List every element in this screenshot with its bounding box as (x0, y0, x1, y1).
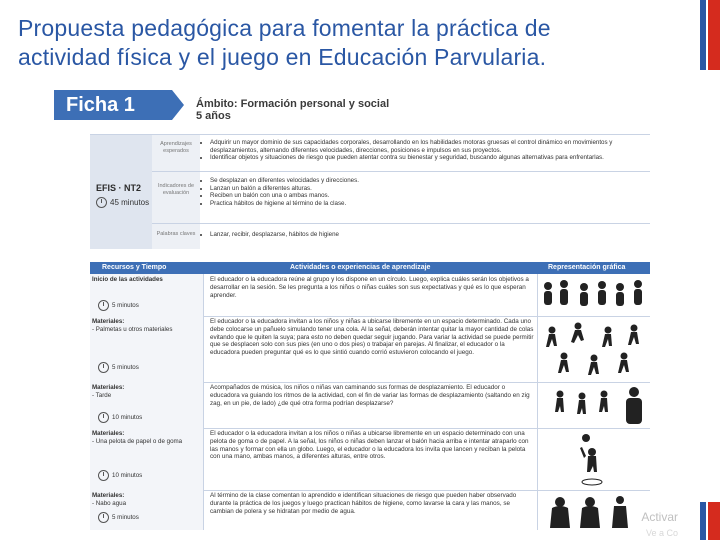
ficha-header (54, 88, 650, 124)
duration-label: 45 minutos (110, 198, 150, 207)
activity-text: Al término de la clase comentan lo aprendido e identifican situaciones de riesgo que pueden haber observado durante la práctica de los juegos y luego practican hábitos de higiene, como lavarse la cara y las manos, se cambian de polera y se hidratan por medio de agua. (210, 492, 517, 515)
row-duration: 5 minutos (112, 302, 139, 309)
list-item: • Lanzan un balón a diferentes alturas. (210, 185, 650, 193)
row-duration: 10 minutos (112, 472, 143, 479)
divider (152, 223, 650, 224)
group-circle-illustration (538, 274, 650, 316)
row-duration: 5 minutos (112, 514, 139, 521)
list-item: • Practica hábitos de higiene al término de la clase. (210, 200, 650, 208)
level-label: EFIS · NT2 (96, 183, 142, 193)
activity-text: El educador o la educadora invitan a los niños o niñas a ubicarse libremente en un espacio determinado con una pelota de goma o de papel. A la señal, los niños o niñas deben lanzar el balón hacia arriba e intentar atraparlo con las manos y formar con ella un globo. Luego, el educador o la educadora los invita que lancen y reciban la pelota con una mano, ambas manos, a diferentes alturas, entre otros. (210, 430, 529, 461)
row-resource-title: Inicio de las actividades (92, 276, 163, 283)
activity-text: Acompañados de música, los niños o niñas van caminando sus formas de desplazamiento. El educador o educadora va guiando los ritmos de la actividad, con el fin de variar las formas de desplazamiento (saltando en zig zag, en un pie, de lado) ¿de qué otra forma podrían desplazarse? (210, 384, 530, 407)
list-item: • Adquirir un mayor dominio de sus capacidades corporales, desarrollando en los habilidades motoras gruesas el control dinámico en movimientos y desplazamientos, alternando diferentes velocidades, direcciones, posiciones e impulsos en sus proyectos. (210, 139, 650, 154)
clock-icon (98, 412, 109, 423)
ficha-badge: Ficha 1 (54, 90, 172, 120)
table-row (90, 382, 650, 429)
row-resource-items: - Tarde (92, 391, 112, 399)
activation-watermark: Activar (641, 510, 678, 524)
table-row (90, 274, 650, 317)
activity-text: El educador o la educadora invitan a los niños y niñas a ubicarse libremente en un espacio determinado. Cada uno debe colocarse un pañuelo simulando tener una cola. Al la señal, deberán intentar quitar la mayor cantidad de colas evitando que le quiten la suya; para esto no deben quedar seguir jugando. Para variar la actividad se puede permitir que se desplacen solo con sus pies (en uno o dos pies) o trabajar en parejas. Al finalizar, el educador o la educadora pueden preguntar qué es lo que sintió cuando corrió estuvieron colocando el juego. (210, 318, 534, 357)
row-resource-title: Materiales: (92, 492, 125, 499)
row-resource-title: Materiales: (92, 318, 125, 325)
ambito-title: Ámbito: Formación personal y social (196, 98, 390, 110)
ficha-arrow-shape (172, 90, 184, 120)
flag-stripe-bottom (688, 502, 720, 540)
activation-watermark-sub: Ve a Co (645, 528, 678, 538)
table-row (90, 428, 650, 491)
row-resource-items: - Palmetas u otros materiales (92, 325, 173, 333)
activities-table (90, 262, 650, 530)
table-row (90, 316, 650, 383)
dancing-children-illustration (538, 382, 650, 428)
row-resource-items: - Una pelota de papel o de goma (92, 437, 183, 445)
header-recursos: Recursos y Tiempo (102, 264, 167, 271)
row-label-aprendizajes: Aprendizajes esperados (160, 141, 192, 154)
running-children-illustration (538, 316, 650, 382)
row-resource-title: Materiales: (92, 384, 125, 391)
row-labels-column (152, 135, 200, 249)
aprendizajes-text (202, 139, 650, 162)
header-actividades: Actividades o experiencias de aprendizaje (290, 264, 431, 271)
objectives-table (90, 134, 650, 249)
flag-stripe-top (688, 0, 720, 70)
row-duration: 5 minutos (112, 364, 139, 371)
level-panel (90, 135, 152, 249)
divider (152, 171, 650, 172)
row-label-indicadores: Indicadores de evaluación (157, 183, 195, 196)
activity-text: El educador o la educadora reúne al grupo y los dispone en un círculo. Luego, explica cuáles serán los objetivos a desarrollar en la sesión. Se les pregunta a los niños o niñas cuáles son sus expectativas y qué es lo que esperan aprender. (210, 276, 529, 299)
row-duration: 10 minutos (112, 414, 143, 421)
row-resource-items: - Nabo agua (92, 499, 127, 507)
list-item: • Reciben un balón con una o ambas manos. (210, 192, 650, 200)
slide-title-line-1: Propuesta pedagógica para fomentar la práctica de (18, 15, 551, 41)
ball-throwing-illustration (538, 428, 650, 490)
list-item: • Lanzar, recibir, desplazarse, hábitos de higiene (210, 231, 650, 239)
ambito-age: 5 años (196, 110, 231, 122)
clock-icon (98, 362, 109, 373)
clock-icon (98, 300, 109, 311)
slide-title (18, 14, 658, 72)
ficha-document (54, 88, 650, 540)
table-header-row (90, 262, 650, 274)
ambito-label (196, 98, 389, 122)
header-representacion: Representación gráfica (548, 264, 626, 271)
table-row (90, 490, 650, 530)
hygiene-illustration (538, 490, 650, 530)
clock-icon (98, 470, 109, 481)
indicadores-text (202, 177, 650, 207)
slide-title-line-2: actividad física y el juego en Educación Parvularia. (18, 44, 547, 70)
list-item: • Identificar objetos y situaciones de riesgo que pueden atentar contra su bienestar y seguridad, buscando algunas alternativas para enfrentarlas. (210, 154, 650, 162)
clock-icon (98, 512, 109, 523)
clock-icon (96, 197, 107, 208)
row-label-palabras: Palabras claves (156, 231, 196, 237)
list-item: • Se desplazan en diferentes velocidades y direcciones. (210, 177, 650, 185)
duration-row (96, 197, 149, 208)
palabras-text (202, 231, 650, 239)
row-resource-title: Materiales: (92, 430, 125, 437)
